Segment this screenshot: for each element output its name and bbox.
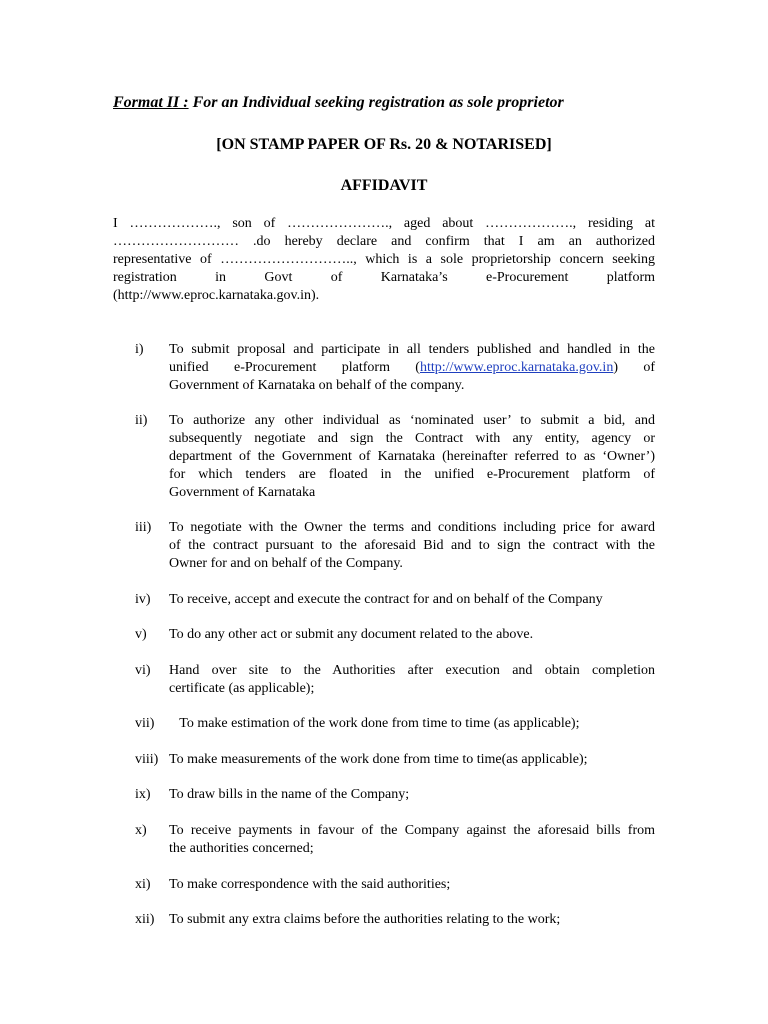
item-number: iv) [135, 592, 151, 607]
item-line: for which tenders are floated in the unified e-Procurement platform of [169, 467, 655, 482]
item-number: ix) [135, 787, 151, 802]
item-line: of the contract pursuant to the aforesaid Bid and to sign the contract with the [169, 538, 655, 553]
item-line: To receive, accept and execute the contract for and on behalf of the Company [169, 592, 603, 607]
item-text [169, 876, 655, 894]
item-text [169, 519, 655, 573]
format-title: For an Individual seeking registration as sole proprietor [188, 94, 564, 111]
eproc-link[interactable]: http://www.eproc.karnataka.gov.in [419, 360, 614, 375]
intro-line: registration in Govt of Karnataka’s e-Procurement platform [113, 270, 655, 285]
item-line: To make estimation of the work done from time to time (as applicable); [169, 716, 580, 731]
intro-line: representative of ……………………….., which is a sole proprietorship concern seeking [113, 252, 655, 267]
format-label: Format II : [113, 94, 189, 111]
item-number: x) [135, 823, 147, 838]
item-line: To negotiate with the Owner the terms and conditions including price for award [169, 520, 655, 535]
item-line [169, 359, 655, 377]
intro-line: I ………………., son of …………………., aged about ………………., residing at [113, 216, 655, 231]
item-text [169, 751, 655, 769]
item-line: Owner for and on behalf of the Company. [169, 556, 403, 571]
item-line: To submit proposal and participate in all tenders published and handled in the [169, 342, 655, 357]
item-number: iii) [135, 520, 152, 535]
stamp-paper-note: [ON STAMP PAPER OF Rs. 20 & NOTARISED] [216, 136, 552, 153]
item-text [169, 341, 655, 395]
item-line-part: ) of [613, 360, 655, 375]
item-number: viii) [135, 752, 159, 767]
item-number: vi) [135, 663, 151, 678]
item-line-part: unified e-Procurement platform ( [169, 360, 420, 375]
item-line: To make measurements of the work done from time to time(as applicable); [169, 752, 588, 767]
intro-line: (http://www.eproc.karnataka.gov.in). [113, 288, 320, 303]
item-number: xii) [135, 912, 155, 927]
item-text [169, 662, 655, 698]
item-line: the authorities concerned; [169, 841, 314, 856]
item-number: vii) [135, 716, 155, 731]
item-text [169, 822, 655, 858]
item-text [169, 911, 655, 929]
item-line: To draw bills in the name of the Company; [169, 787, 410, 802]
item-line: subsequently negotiate and sign the Contract with any entity, agency or [169, 431, 655, 446]
item-line: Government of Karnataka [169, 485, 316, 500]
item-number: ii) [135, 413, 148, 428]
item-text [169, 412, 655, 502]
item-number: xi) [135, 877, 151, 892]
item-text [169, 786, 655, 804]
item-text [169, 715, 655, 733]
item-text [169, 591, 655, 609]
intro-line: ……………………… .do hereby declare and confirm that I am an authorized [113, 234, 655, 249]
item-number: i) [135, 342, 144, 357]
item-line: To make correspondence with the said authorities; [169, 877, 451, 892]
item-text [169, 626, 655, 644]
affidavit-title: AFFIDAVIT [340, 177, 428, 194]
item-line: Government of Karnataka on behalf of the company. [169, 378, 465, 393]
item-line: department of the Government of Karnataka (hereinafter referred to as ‘Owner’) [169, 449, 655, 464]
item-line: To receive payments in favour of the Company against the aforesaid bills from [169, 823, 655, 838]
item-line: Hand over site to the Authorities after execution and obtain completion [169, 663, 655, 678]
item-number: v) [135, 627, 147, 642]
item-line: To authorize any other individual as ‘nominated user’ to submit a bid, and [169, 413, 655, 428]
item-line: To submit any extra claims before the authorities relating to the work; [169, 912, 561, 927]
item-line: To do any other act or submit any document related to the above. [169, 627, 534, 642]
item-line: certificate (as applicable); [169, 681, 315, 696]
